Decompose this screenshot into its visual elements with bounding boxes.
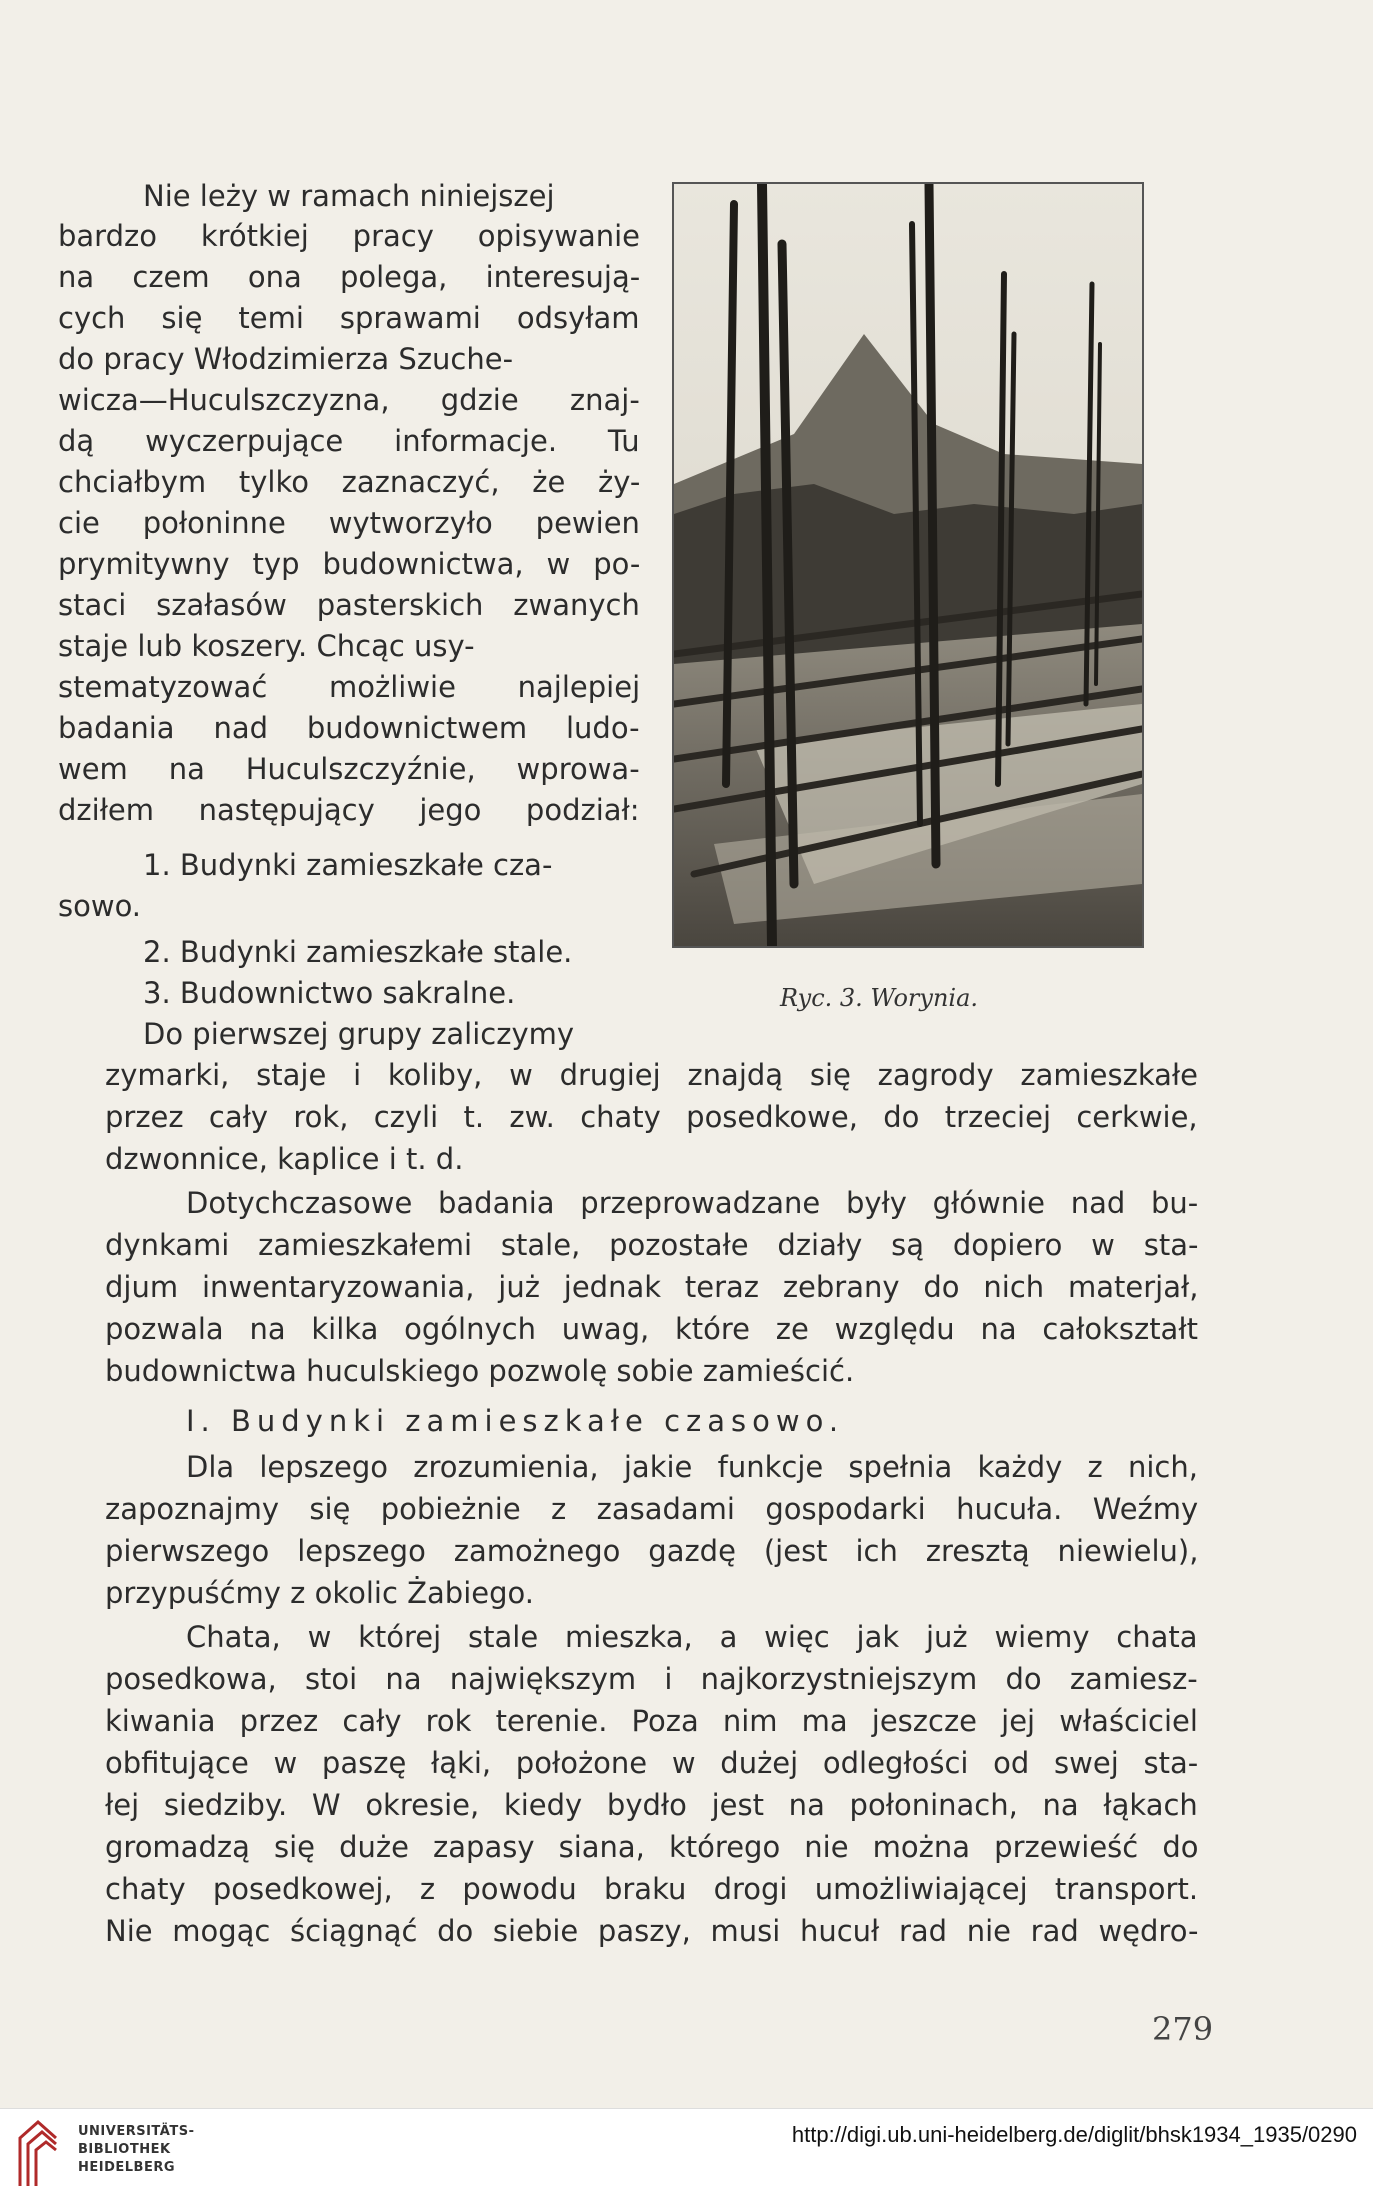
library-name-line-2: BIBLIOTHEK bbox=[78, 2142, 171, 2157]
text-line: budownictwa huculskiego pozwolę sobie zamieścić. bbox=[105, 1354, 855, 1388]
library-name-line-1: UNIVERSITÄTS- bbox=[78, 2124, 195, 2139]
text-line: sowo. bbox=[58, 889, 142, 923]
text-line: Chata, w której stale mieszka, a więc jak już wiemy chata bbox=[186, 1620, 1198, 1654]
text-line: przypuśćmy z okolic Żabiego. bbox=[105, 1576, 534, 1610]
text-line: Dla lepszego zrozumienia, jakie funkcje spełnia każdy z nich, bbox=[186, 1450, 1198, 1484]
text-line: chciałbym tylko zaznaczyć, że ży- bbox=[58, 465, 641, 499]
text-line: dziłem następujący jego podział: bbox=[58, 793, 640, 827]
photo-fence-mountain bbox=[672, 182, 1144, 948]
text-line: na czem ona polega, interesują- bbox=[58, 260, 641, 294]
list-item: 3. Budownictwo sakralne. bbox=[143, 976, 516, 1010]
fence-photo-image bbox=[674, 184, 1142, 946]
text-line: bardzo krótkiej pracy opisywanie bbox=[58, 219, 641, 253]
text-line: prymitywny typ budownictwa, w po- bbox=[58, 547, 641, 581]
page-number: 279 bbox=[1152, 2010, 1214, 2048]
text-line: pozwala na kilka ogólnych uwag, które ze względu na całokształt bbox=[105, 1312, 1198, 1346]
text-line: dynkami zamieszkałemi stale, pozostałe działy są dopiero w sta- bbox=[105, 1228, 1199, 1262]
text-line: dzwonnice, kaplice i t. d. bbox=[105, 1142, 464, 1176]
text-line: cie połoninne wytworzyło pewien bbox=[58, 506, 640, 540]
text-line: obfitujące w paszę łąki, położone w dużej odległości od swej sta- bbox=[105, 1746, 1199, 1780]
text-line: staci szałasów pasterskich zwanych bbox=[58, 588, 640, 622]
library-logo-icon bbox=[14, 2116, 62, 2190]
text-line: wicza—Huculszczyzna, gdzie znaj- bbox=[58, 383, 640, 417]
text-line: zymarki, staje i koliby, w drugiej znajdą się zagrody zamieszkałe bbox=[105, 1058, 1198, 1092]
list-item: 2. Budynki zamieszkałe stale. bbox=[143, 935, 573, 969]
text-line: kiwania przez cały rok terenie. Poza nim ma jeszcze jej właściciel bbox=[105, 1704, 1198, 1738]
text-line: posedkowa, stoi na największym i najkorzystniejszym do zamiesz- bbox=[105, 1662, 1198, 1696]
text-line: staje lub koszery. Chcąc usy- bbox=[58, 629, 475, 663]
text-line: przez cały rok, czyli t. zw. chaty posedkowe, do trzeciej cerkwie, bbox=[105, 1100, 1198, 1134]
text-line: do pracy Włodzimierza Szuche- bbox=[58, 342, 514, 376]
section-heading: I. Budynki zamieszkałe czasowo. bbox=[186, 1404, 845, 1438]
list-item: 1. Budynki zamieszkałe cza- bbox=[143, 848, 553, 882]
text-line: chaty posedkowej, z powodu braku drogi umożliwiającej transport. bbox=[105, 1872, 1199, 1906]
text-line: dą wyczerpujące informacje. Tu bbox=[58, 424, 640, 458]
text-line: cych się temi sprawami odsyłam bbox=[58, 301, 640, 335]
text-line: wem na Huculszczyźnie, wprowa- bbox=[58, 752, 640, 786]
text-line: zapoznajmy się pobieżnie z zasadami gospodarki hucuła. Weźmy bbox=[105, 1492, 1199, 1526]
library-name-line-3: HEIDELBERG bbox=[78, 2160, 176, 2175]
text-line: stematyzować możliwie najlepiej bbox=[58, 670, 641, 704]
source-url-link[interactable]: http://digi.ub.uni-heidelberg.de/diglit/bhsk1934_1935/0290 bbox=[791, 2122, 1357, 2147]
text-line: djum inwentaryzowania, już jednak teraz zebrany do nich materjał, bbox=[105, 1270, 1199, 1304]
text-line: Do pierwszej grupy zaliczymy bbox=[143, 1017, 575, 1051]
text-line: Nie mogąc ściągnąć do siebie paszy, musi hucuł rad nie rad wędro- bbox=[105, 1914, 1199, 1948]
text-line: pierwszego lepszego zamożnego gazdę (jest ich zresztą niewielu), bbox=[105, 1534, 1199, 1568]
text-line: Dotychczasowe badania przeprowadzane były głównie nad bu- bbox=[186, 1186, 1199, 1220]
text-line: badania nad budownictwem ludo- bbox=[58, 711, 640, 745]
photo-caption: Ryc. 3. Worynia. bbox=[780, 984, 979, 1012]
text-line: gromadzą się duże zapasy siana, którego nie można przewieść do bbox=[105, 1830, 1199, 1864]
text-line: łej siedziby. W okresie, kiedy bydło jest na połoninach, na łąkach bbox=[105, 1788, 1198, 1822]
text-line: Nie leży w ramach niniejszej bbox=[143, 179, 555, 213]
